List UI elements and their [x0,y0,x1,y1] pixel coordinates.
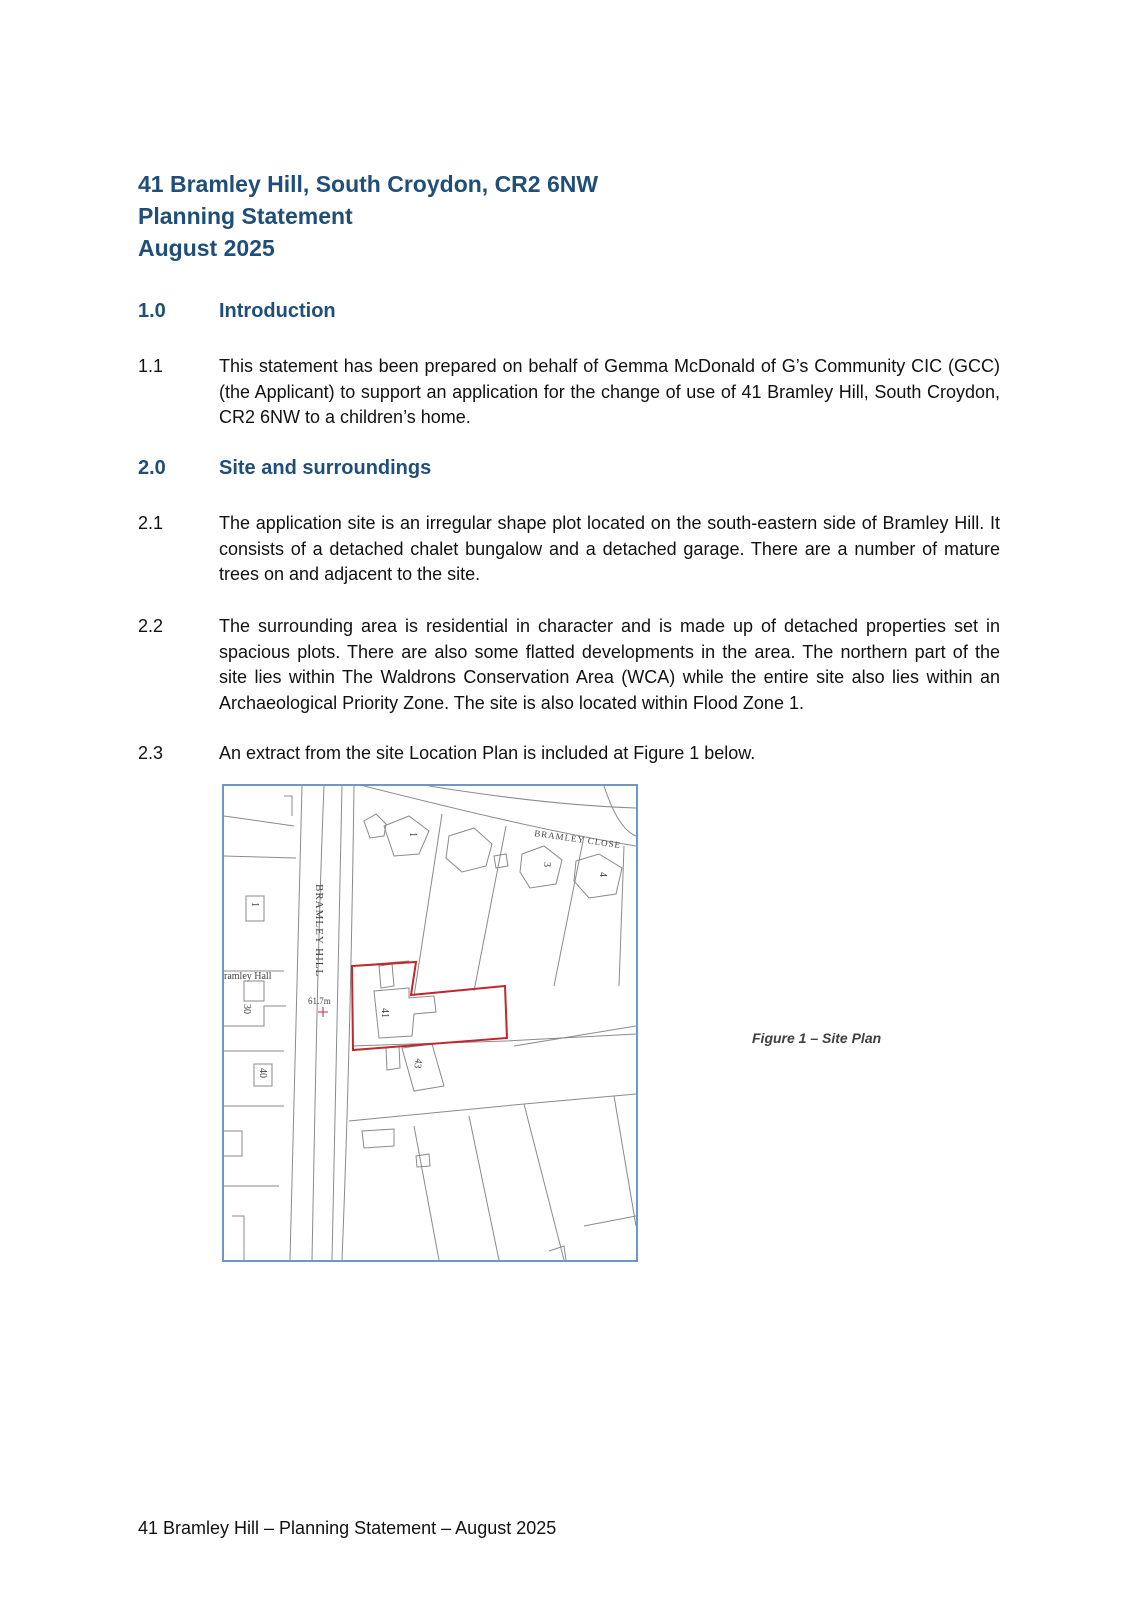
label-bramley-hill: BRAMLEY HILL [313,884,325,978]
section-title: Site and surroundings [219,457,432,479]
document-title-block [138,168,598,264]
map-linework [224,786,636,1260]
paragraph-number: 2.3 [138,743,164,763]
title-address: 41 Bramley Hill, South Croydon, CR2 6NW [138,171,599,197]
label-plot-1-left: 1 [249,902,260,907]
paragraph-text: This statement has been prepared on behalf of Gemma McDonald of G’s Community CIC (GCC) (the Applicant) to support an application for the change of use of 41 Bramley Hill, South Croydon, CR2 6NW to a children’s home. [219,356,1000,427]
paragraph-text: The surrounding area is residential in character and is made up of detached properties set in spacious plots. There are also some flatted developments in the area. The northern part of the site lies within The Waldrons Conservation Area (WCA) while the entire site also lies within an Archaeological Priority Zone. The site is also located within Flood Zone 1. [219,616,1000,713]
section-number: 2.0 [138,457,166,479]
paragraph-number: 2.2 [138,616,164,636]
label-plot-4-close: 4 [597,872,608,877]
label-plot-41: 41 [379,1008,390,1018]
label-plot-3-close: 3 [541,862,552,867]
title-date: August 2025 [138,235,275,261]
paragraph-text: An extract from the site Location Plan is included at Figure 1 below. [219,743,756,763]
paragraph-number: 1.1 [138,356,164,376]
section-number: 1.0 [138,300,166,322]
label-plot-40: 40 [257,1068,268,1078]
figure-caption: Figure 1 – Site Plan [752,1030,882,1046]
paragraph-text: The application site is an irregular shape plot located on the south-eastern side of Bramley Hill. It consists of a detached chalet bungalow and a detached garage. There are a number of mature trees on and adjacent to the site. [219,513,1000,584]
label-spot-height: 61.7m [308,996,331,1006]
section-title: Introduction [219,300,336,322]
label-plot-1-close: 1 [407,832,418,837]
map-text-labels [224,828,622,1078]
site-location-plan-map [222,784,638,1262]
label-plot-43: 43 [411,1057,424,1070]
site-plan-drawing [224,786,636,1260]
label-bramley-close: BRAMLEY CLOSE [533,828,622,851]
spot-height-marker [318,1007,328,1017]
page-footer: 41 Bramley Hill – Planning Statement – August 2025 [138,1518,557,1538]
title-document-type: Planning Statement [138,203,353,229]
label-plot-30: 30 [241,1004,252,1014]
label-bramley-hall: ramley Hall [224,971,272,982]
paragraph-number: 2.1 [138,513,164,533]
